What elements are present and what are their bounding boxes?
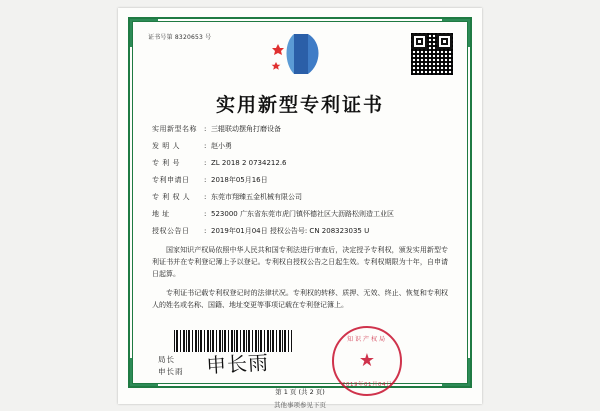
field-label: 地 址	[152, 210, 170, 218]
seal-bottom-text: 2019年01月04日	[342, 382, 392, 388]
field-label: 专利申请日	[152, 176, 190, 184]
field-colon: :	[204, 227, 207, 235]
certificate-serial-number: 证书号第 8320653 号	[148, 34, 212, 41]
handwritten-signature: 申长雨	[205, 350, 270, 378]
field-row	[152, 175, 452, 186]
signature-labels: 局长 申长雨	[158, 355, 184, 376]
patent-certificate	[118, 8, 482, 404]
corner-ornament-bottom-right	[442, 358, 470, 386]
bottom-note: 其他事项参见下页	[274, 401, 326, 409]
field-row	[152, 158, 452, 169]
field-label: 发 明 人	[152, 142, 180, 150]
page-title: 实用新型专利证书	[215, 94, 384, 116]
field-colon: :	[204, 193, 207, 201]
field-row	[152, 209, 452, 220]
corner-ornament-bottom-left	[130, 358, 158, 386]
field-value: 赵小勇	[211, 142, 232, 150]
field-row	[152, 124, 452, 135]
official-red-seal	[332, 326, 402, 396]
seal-star-icon: ★	[358, 350, 376, 371]
field-row	[152, 192, 452, 203]
field-colon: :	[204, 159, 207, 167]
certificate-body-text	[152, 244, 448, 318]
seal-top-text: 知识产权局	[346, 336, 387, 343]
field-value: 东莞市翔臻五金机械有限公司	[211, 193, 302, 201]
body-paragraph: 国家知识产权局依照中华人民共和国专利法进行审查后，决定授予专利权，颁发实用新型专利证书并在专利登记簿上予以登记。专利权自授权公告之日起生效。专利权期限为十年，自申请日起算。	[152, 246, 448, 279]
field-value: ZL 2018 2 0734212.6	[211, 159, 287, 167]
certificate-fields	[152, 124, 452, 243]
field-label: 授权公告日	[152, 227, 190, 235]
page-footer: 第 1 页 (共 2 页)	[275, 388, 325, 396]
field-row	[152, 226, 452, 237]
field-colon: :	[204, 142, 207, 150]
field-value: 三辊联动摆角打磨设备	[211, 125, 281, 133]
field-value: 523000 广东省东莞市虎门镇怀德社区大沥路松则造工业区	[211, 210, 394, 218]
field-value: 2019年01月04日 授权公告号: CN 208323035 U	[211, 227, 370, 235]
field-label: 实用新型名称	[152, 125, 197, 133]
field-colon: :	[204, 176, 207, 184]
field-label: 专 利 权 人	[152, 193, 191, 201]
field-colon: :	[204, 125, 207, 133]
field-row	[152, 141, 452, 152]
field-label: 专 利 号	[152, 159, 180, 167]
qr-code-icon	[410, 32, 454, 76]
body-paragraph: 专利证书记载专利权登记时的法律状况。专利权的转移、质押、无效、终止、恢复和专利权人的姓名或名称、国籍、地址变更等事项记载在专利登记簿上。	[152, 289, 448, 310]
field-colon: :	[204, 210, 207, 218]
cnipa-logo-icon	[268, 30, 332, 84]
field-value: 2018年05月16日	[211, 176, 268, 184]
